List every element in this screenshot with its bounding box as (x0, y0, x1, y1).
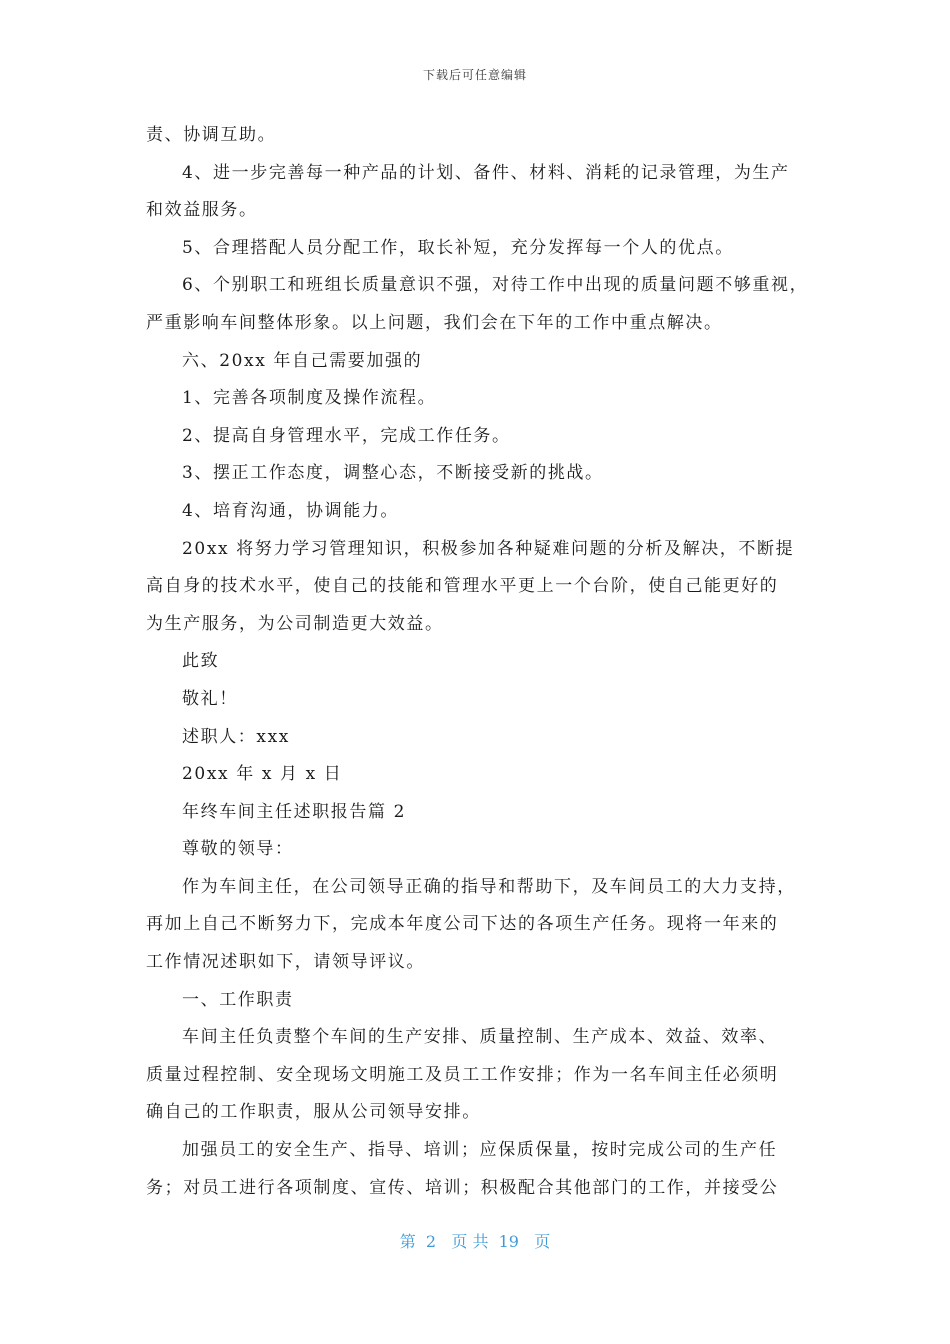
text-line: 责、协调互助。 (146, 125, 277, 145)
text-line: 2、提高自身管理水平，完成工作任务。 (182, 425, 511, 446)
text-line: 严重影响车间整体形象。以上问题，我们会在下年的工作中重点解决。 (146, 312, 723, 333)
text-line: 述职人：xxx (182, 726, 290, 747)
text-line: 1、完善各项制度及操作流程。 (182, 388, 437, 409)
text-line: 尊敬的领导： (182, 839, 294, 860)
text-line: 和效益服务。 (146, 200, 258, 221)
page-footer: 第 2 页 共 19 页 (399, 1232, 551, 1251)
text-line: 5、合理搭配人员分配工作，取长补短，充分发挥每一个人的优点。 (182, 237, 734, 258)
text-line: 6、个别职工和班组长质量意识不强，对待工作中出现的质量问题不够重视， (182, 275, 809, 296)
text-line: 年终车间主任述职报告篇 2 (182, 801, 407, 822)
text-line: 4、培育沟通，协调能力。 (182, 500, 400, 521)
document-body (146, 117, 816, 1207)
text-line: 此致 (182, 651, 220, 672)
text-line: 车间主任负责整个车间的生产安排、质量控制、生产成本、效益、效率、 (182, 1027, 778, 1048)
text-line: 作为车间主任，在公司领导正确的指导和帮助下，及车间员工的大力支持， (182, 876, 796, 897)
text-line: 20xx 将努力学习管理知识，积极参加各种疑难问题的分析及解决，不断提 (182, 538, 795, 559)
page-header: 下载后可任意编辑 (422, 68, 527, 82)
text-line: 工作情况述职如下，请领导评议。 (146, 952, 425, 973)
text-line: 质量过程控制、安全现场文明施工及员工工作安排；作为一名车间主任必须明 (146, 1064, 779, 1085)
text-line: 务；对员工进行各项制度、宣传、培训；积极配合其他部门的工作，并接受公 (146, 1177, 779, 1198)
text-line: 再加上自己不断努力下，完成本年度公司下达的各项生产任务。现将一年来的 (146, 914, 779, 935)
text-line: 确自己的工作职责，服从公司领导安排。 (146, 1102, 481, 1123)
text-line: 一、工作职责 (182, 989, 294, 1010)
text-line: 六、20xx 年自己需要加强的 (182, 350, 423, 371)
text-line: 敬礼！ (182, 688, 238, 709)
text-line: 加强员工的安全生产、指导、培训；应保质保量，按时完成公司的生产任 (182, 1140, 778, 1161)
text-line: 为生产服务，为公司制造更大效益。 (146, 613, 444, 634)
text-line: 4、进一步完善每一种产品的计划、备件、材料、消耗的记录管理，为生产 (182, 162, 790, 183)
text-line: 3、摆正工作态度，调整心态，不断接受新的挑战。 (182, 463, 604, 484)
text-line: 高自身的技术水平，使自己的技能和管理水平更上一个台阶，使自己能更好的 (146, 576, 779, 597)
text-line: 20xx 年 x 月 x 日 (182, 764, 343, 785)
